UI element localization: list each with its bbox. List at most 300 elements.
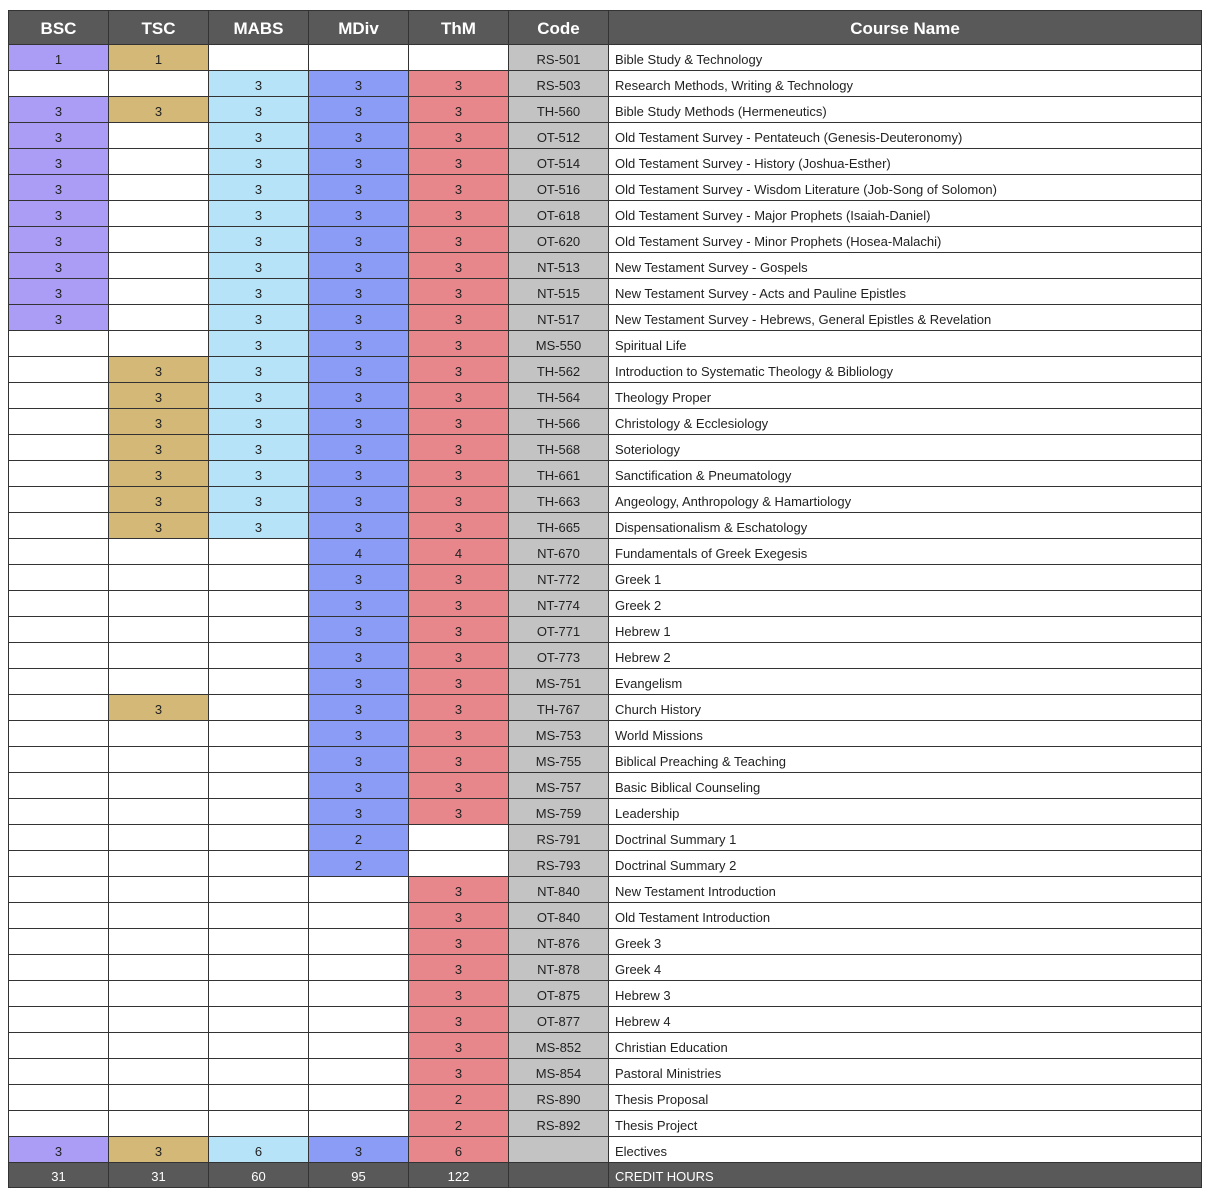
course-code-cell: MS-550 — [509, 331, 609, 357]
course-name-cell: Electives — [609, 1137, 1202, 1163]
mabs-credit-cell — [209, 1111, 309, 1137]
course-code-cell: NT-876 — [509, 929, 609, 955]
thm-credit-cell: 3 — [409, 201, 509, 227]
mdiv-credit-cell: 3 — [309, 565, 409, 591]
mabs-credit-cell — [209, 1085, 309, 1111]
mdiv-credit-cell: 3 — [309, 357, 409, 383]
tsc-credit-cell — [109, 175, 209, 201]
mabs-credit-cell — [209, 851, 309, 877]
table-row — [9, 513, 1202, 539]
mdiv-credit-cell: 3 — [309, 227, 409, 253]
mabs-credit-cell: 3 — [209, 97, 309, 123]
mabs-credit-cell — [209, 1033, 309, 1059]
thm-credit-cell: 3 — [409, 747, 509, 773]
bsc-credit-cell — [9, 929, 109, 955]
mdiv-credit-cell: 3 — [309, 461, 409, 487]
mabs-credit-cell: 3 — [209, 279, 309, 305]
bsc-credit-cell — [9, 669, 109, 695]
thm-credit-cell: 3 — [409, 955, 509, 981]
course-name-cell: Dispensationalism & Eschatology — [609, 513, 1202, 539]
mdiv-credit-cell: 3 — [309, 97, 409, 123]
mabs-credit-cell: 3 — [209, 253, 309, 279]
tsc-credit-cell — [109, 851, 209, 877]
bsc-credit-cell — [9, 695, 109, 721]
course-name-cell: Research Methods, Writing & Technology — [609, 71, 1202, 97]
table-header — [9, 11, 1202, 45]
table-row — [9, 435, 1202, 461]
course-name-cell: Hebrew 4 — [609, 1007, 1202, 1033]
total-bsc: 31 — [9, 1163, 109, 1188]
course-code-cell: RS-791 — [509, 825, 609, 851]
mabs-credit-cell — [209, 643, 309, 669]
thm-credit-cell: 3 — [409, 409, 509, 435]
course-code-cell: OT-771 — [509, 617, 609, 643]
degree-requirements-table-container — [8, 10, 1202, 1188]
mdiv-credit-cell: 3 — [309, 435, 409, 461]
course-code-cell: MS-753 — [509, 721, 609, 747]
course-code-cell: NT-670 — [509, 539, 609, 565]
mdiv-credit-cell: 3 — [309, 71, 409, 97]
mabs-credit-cell: 3 — [209, 357, 309, 383]
mdiv-credit-cell — [309, 1033, 409, 1059]
course-name-cell: Old Testament Survey - Major Prophets (Isaiah-Daniel) — [609, 201, 1202, 227]
bsc-credit-cell — [9, 1007, 109, 1033]
table-row — [9, 149, 1202, 175]
mdiv-credit-cell: 3 — [309, 305, 409, 331]
tsc-credit-cell: 3 — [109, 97, 209, 123]
course-name-cell: Doctrinal Summary 2 — [609, 851, 1202, 877]
bsc-credit-cell — [9, 1059, 109, 1085]
course-name-cell: Bible Study Methods (Hermeneutics) — [609, 97, 1202, 123]
thm-credit-cell: 3 — [409, 721, 509, 747]
thm-credit-cell: 3 — [409, 565, 509, 591]
course-code-cell: TH-767 — [509, 695, 609, 721]
tsc-credit-cell — [109, 1033, 209, 1059]
bsc-credit-cell: 1 — [9, 45, 109, 71]
mdiv-credit-cell — [309, 903, 409, 929]
bsc-credit-cell — [9, 1085, 109, 1111]
course-name-cell: New Testament Introduction — [609, 877, 1202, 903]
mdiv-credit-cell — [309, 45, 409, 71]
bsc-credit-cell — [9, 435, 109, 461]
course-name-cell: Thesis Project — [609, 1111, 1202, 1137]
table-row — [9, 1111, 1202, 1137]
bsc-credit-cell — [9, 71, 109, 97]
course-code-cell: OT-875 — [509, 981, 609, 1007]
mdiv-credit-cell: 3 — [309, 695, 409, 721]
mabs-credit-cell: 3 — [209, 149, 309, 175]
degree-requirements-table — [8, 10, 1202, 1188]
tsc-credit-cell — [109, 903, 209, 929]
bsc-credit-cell — [9, 383, 109, 409]
thm-credit-cell: 3 — [409, 305, 509, 331]
course-name-cell: Church History — [609, 695, 1202, 721]
course-code-cell: NT-878 — [509, 955, 609, 981]
course-code-cell: MS-757 — [509, 773, 609, 799]
table-row — [9, 565, 1202, 591]
course-name-cell: Evangelism — [609, 669, 1202, 695]
thm-credit-cell: 3 — [409, 773, 509, 799]
header-mdiv: MDiv — [309, 11, 409, 45]
bsc-credit-cell — [9, 851, 109, 877]
mdiv-credit-cell: 2 — [309, 825, 409, 851]
mabs-credit-cell: 3 — [209, 461, 309, 487]
table-footer — [9, 1163, 1202, 1188]
mdiv-credit-cell: 3 — [309, 669, 409, 695]
course-name-cell: Angeology, Anthropology & Hamartiology — [609, 487, 1202, 513]
bsc-credit-cell — [9, 1111, 109, 1137]
course-code-cell: OT-514 — [509, 149, 609, 175]
header-course-name: Course Name — [609, 11, 1202, 45]
course-name-cell: Christology & Ecclesiology — [609, 409, 1202, 435]
thm-credit-cell: 3 — [409, 487, 509, 513]
bsc-credit-cell — [9, 487, 109, 513]
bsc-credit-cell — [9, 877, 109, 903]
thm-credit-cell: 3 — [409, 1033, 509, 1059]
course-code-cell: TH-568 — [509, 435, 609, 461]
course-code-cell: OT-773 — [509, 643, 609, 669]
course-code-cell: RS-890 — [509, 1085, 609, 1111]
tsc-credit-cell — [109, 877, 209, 903]
course-code-cell — [509, 1137, 609, 1163]
tsc-credit-cell: 3 — [109, 461, 209, 487]
table-row — [9, 799, 1202, 825]
bsc-credit-cell — [9, 617, 109, 643]
bsc-credit-cell — [9, 773, 109, 799]
bsc-credit-cell — [9, 331, 109, 357]
thm-credit-cell: 3 — [409, 513, 509, 539]
course-name-cell: Hebrew 3 — [609, 981, 1202, 1007]
thm-credit-cell: 3 — [409, 669, 509, 695]
tsc-credit-cell — [109, 1007, 209, 1033]
bsc-credit-cell — [9, 955, 109, 981]
course-code-cell: MS-852 — [509, 1033, 609, 1059]
bsc-credit-cell — [9, 799, 109, 825]
thm-credit-cell: 3 — [409, 981, 509, 1007]
course-code-cell: OT-516 — [509, 175, 609, 201]
table-row — [9, 591, 1202, 617]
bsc-credit-cell — [9, 747, 109, 773]
mabs-credit-cell: 3 — [209, 201, 309, 227]
tsc-credit-cell — [109, 747, 209, 773]
mabs-credit-cell — [209, 981, 309, 1007]
table-row — [9, 1085, 1202, 1111]
table-row — [9, 721, 1202, 747]
mdiv-credit-cell: 3 — [309, 331, 409, 357]
header-tsc: TSC — [109, 11, 209, 45]
thm-credit-cell: 3 — [409, 643, 509, 669]
course-code-cell: NT-517 — [509, 305, 609, 331]
tsc-credit-cell — [109, 721, 209, 747]
course-name-cell: Biblical Preaching & Teaching — [609, 747, 1202, 773]
thm-credit-cell: 3 — [409, 97, 509, 123]
thm-credit-cell: 3 — [409, 799, 509, 825]
course-name-cell: Fundamentals of Greek Exegesis — [609, 539, 1202, 565]
thm-credit-cell: 2 — [409, 1111, 509, 1137]
mabs-credit-cell — [209, 773, 309, 799]
tsc-credit-cell — [109, 1059, 209, 1085]
header-bsc: BSC — [9, 11, 109, 45]
course-name-cell: Sanctification & Pneumatology — [609, 461, 1202, 487]
table-row — [9, 669, 1202, 695]
course-name-cell: Christian Education — [609, 1033, 1202, 1059]
tsc-credit-cell — [109, 825, 209, 851]
course-code-cell: MS-759 — [509, 799, 609, 825]
mdiv-credit-cell: 3 — [309, 279, 409, 305]
course-name-cell: Soteriology — [609, 435, 1202, 461]
bsc-credit-cell — [9, 461, 109, 487]
table-row — [9, 123, 1202, 149]
table-row — [9, 331, 1202, 357]
table-row — [9, 409, 1202, 435]
mabs-credit-cell: 3 — [209, 175, 309, 201]
mdiv-credit-cell: 3 — [309, 383, 409, 409]
table-row — [9, 695, 1202, 721]
bsc-credit-cell: 3 — [9, 253, 109, 279]
tsc-credit-cell — [109, 71, 209, 97]
mdiv-credit-cell: 3 — [309, 643, 409, 669]
bsc-credit-cell: 3 — [9, 1137, 109, 1163]
thm-credit-cell: 3 — [409, 1007, 509, 1033]
bsc-credit-cell — [9, 825, 109, 851]
course-code-cell: TH-661 — [509, 461, 609, 487]
course-code-cell: NT-774 — [509, 591, 609, 617]
mabs-credit-cell: 3 — [209, 331, 309, 357]
course-code-cell: TH-663 — [509, 487, 609, 513]
table-row — [9, 461, 1202, 487]
thm-credit-cell: 3 — [409, 383, 509, 409]
table-row — [9, 773, 1202, 799]
mabs-credit-cell — [209, 45, 309, 71]
table-row — [9, 877, 1202, 903]
mabs-credit-cell — [209, 695, 309, 721]
mdiv-credit-cell: 3 — [309, 773, 409, 799]
table-row — [9, 305, 1202, 331]
mabs-credit-cell — [209, 591, 309, 617]
total-tsc: 31 — [109, 1163, 209, 1188]
mdiv-credit-cell: 3 — [309, 149, 409, 175]
course-code-cell: NT-513 — [509, 253, 609, 279]
mdiv-credit-cell: 3 — [309, 175, 409, 201]
mabs-credit-cell — [209, 747, 309, 773]
tsc-credit-cell — [109, 591, 209, 617]
table-row — [9, 617, 1202, 643]
bsc-credit-cell — [9, 721, 109, 747]
course-code-cell: RS-793 — [509, 851, 609, 877]
mabs-credit-cell — [209, 799, 309, 825]
header-code: Code — [509, 11, 609, 45]
thm-credit-cell: 3 — [409, 929, 509, 955]
mabs-credit-cell — [209, 955, 309, 981]
tsc-credit-cell — [109, 799, 209, 825]
tsc-credit-cell — [109, 1085, 209, 1111]
course-name-cell: New Testament Survey - Hebrews, General Epistles & Revelation — [609, 305, 1202, 331]
bsc-credit-cell: 3 — [9, 97, 109, 123]
course-code-cell: RS-503 — [509, 71, 609, 97]
bsc-credit-cell — [9, 1033, 109, 1059]
bsc-credit-cell — [9, 357, 109, 383]
course-name-cell: Basic Biblical Counseling — [609, 773, 1202, 799]
mabs-credit-cell: 6 — [209, 1137, 309, 1163]
tsc-credit-cell — [109, 123, 209, 149]
thm-credit-cell: 3 — [409, 253, 509, 279]
table-row — [9, 383, 1202, 409]
table-row — [9, 97, 1202, 123]
thm-credit-cell: 3 — [409, 279, 509, 305]
tsc-credit-cell — [109, 331, 209, 357]
table-row — [9, 201, 1202, 227]
bsc-credit-cell — [9, 981, 109, 1007]
mabs-credit-cell: 3 — [209, 305, 309, 331]
total-mabs: 60 — [209, 1163, 309, 1188]
table-row — [9, 45, 1202, 71]
course-code-cell: RS-892 — [509, 1111, 609, 1137]
course-name-cell: Pastoral Ministries — [609, 1059, 1202, 1085]
tsc-credit-cell — [109, 669, 209, 695]
thm-credit-cell: 3 — [409, 695, 509, 721]
bsc-credit-cell: 3 — [9, 305, 109, 331]
tsc-credit-cell — [109, 617, 209, 643]
tsc-credit-cell — [109, 227, 209, 253]
header-thm: ThM — [409, 11, 509, 45]
total-thm: 122 — [409, 1163, 509, 1188]
mdiv-credit-cell — [309, 1007, 409, 1033]
course-name-cell: Old Testament Survey - Pentateuch (Genesis-Deuteronomy) — [609, 123, 1202, 149]
total-label: CREDIT HOURS — [609, 1163, 1202, 1188]
mdiv-credit-cell: 3 — [309, 591, 409, 617]
table-row — [9, 1137, 1202, 1163]
table-row — [9, 279, 1202, 305]
tsc-credit-cell: 1 — [109, 45, 209, 71]
course-name-cell: Greek 4 — [609, 955, 1202, 981]
thm-credit-cell: 3 — [409, 435, 509, 461]
mabs-credit-cell — [209, 669, 309, 695]
course-code-cell: OT-620 — [509, 227, 609, 253]
course-code-cell: OT-618 — [509, 201, 609, 227]
course-name-cell: World Missions — [609, 721, 1202, 747]
thm-credit-cell: 3 — [409, 71, 509, 97]
course-code-cell: TH-566 — [509, 409, 609, 435]
mabs-credit-cell: 3 — [209, 513, 309, 539]
mdiv-credit-cell — [309, 981, 409, 1007]
thm-credit-cell: 3 — [409, 227, 509, 253]
tsc-credit-cell: 3 — [109, 409, 209, 435]
course-name-cell: Leadership — [609, 799, 1202, 825]
bsc-credit-cell: 3 — [9, 279, 109, 305]
mdiv-credit-cell: 3 — [309, 747, 409, 773]
course-code-cell: OT-877 — [509, 1007, 609, 1033]
course-code-cell: TH-665 — [509, 513, 609, 539]
table-row — [9, 1007, 1202, 1033]
mdiv-credit-cell: 3 — [309, 409, 409, 435]
mdiv-credit-cell — [309, 1059, 409, 1085]
course-name-cell: New Testament Survey - Gospels — [609, 253, 1202, 279]
mdiv-credit-cell — [309, 1111, 409, 1137]
mabs-credit-cell — [209, 825, 309, 851]
tsc-credit-cell — [109, 773, 209, 799]
mdiv-credit-cell: 3 — [309, 1137, 409, 1163]
table-row — [9, 851, 1202, 877]
course-name-cell: Old Testament Survey - Wisdom Literature (Job-Song of Solomon) — [609, 175, 1202, 201]
bsc-credit-cell: 3 — [9, 175, 109, 201]
course-name-cell: New Testament Survey - Acts and Pauline Epistles — [609, 279, 1202, 305]
thm-credit-cell: 3 — [409, 877, 509, 903]
tsc-credit-cell: 3 — [109, 1137, 209, 1163]
mdiv-credit-cell: 3 — [309, 201, 409, 227]
course-name-cell: Greek 1 — [609, 565, 1202, 591]
mdiv-credit-cell — [309, 955, 409, 981]
table-row — [9, 71, 1202, 97]
mabs-credit-cell: 3 — [209, 435, 309, 461]
tsc-credit-cell — [109, 955, 209, 981]
mabs-credit-cell: 3 — [209, 383, 309, 409]
table-row — [9, 825, 1202, 851]
course-code-cell: RS-501 — [509, 45, 609, 71]
course-code-cell: OT-512 — [509, 123, 609, 149]
mabs-credit-cell: 3 — [209, 409, 309, 435]
table-row — [9, 643, 1202, 669]
mabs-credit-cell: 3 — [209, 487, 309, 513]
thm-credit-cell: 4 — [409, 539, 509, 565]
course-name-cell: Old Testament Introduction — [609, 903, 1202, 929]
tsc-credit-cell: 3 — [109, 513, 209, 539]
mdiv-credit-cell: 3 — [309, 513, 409, 539]
tsc-credit-cell: 3 — [109, 383, 209, 409]
course-name-cell: Theology Proper — [609, 383, 1202, 409]
thm-credit-cell: 2 — [409, 1085, 509, 1111]
mabs-credit-cell: 3 — [209, 123, 309, 149]
mabs-credit-cell — [209, 929, 309, 955]
total-code — [509, 1163, 609, 1188]
total-mdiv: 95 — [309, 1163, 409, 1188]
course-name-cell: Bible Study & Technology — [609, 45, 1202, 71]
mabs-credit-cell — [209, 539, 309, 565]
course-code-cell: MS-751 — [509, 669, 609, 695]
bsc-credit-cell — [9, 513, 109, 539]
course-name-cell: Greek 2 — [609, 591, 1202, 617]
thm-credit-cell: 3 — [409, 617, 509, 643]
thm-credit-cell — [409, 851, 509, 877]
course-name-cell: Introduction to Systematic Theology & Bibliology — [609, 357, 1202, 383]
bsc-credit-cell: 3 — [9, 227, 109, 253]
mdiv-credit-cell: 2 — [309, 851, 409, 877]
mabs-credit-cell — [209, 565, 309, 591]
bsc-credit-cell: 3 — [9, 149, 109, 175]
bsc-credit-cell — [9, 903, 109, 929]
table-row — [9, 227, 1202, 253]
course-code-cell: OT-840 — [509, 903, 609, 929]
table-row — [9, 1059, 1202, 1085]
tsc-credit-cell: 3 — [109, 435, 209, 461]
table-row — [9, 487, 1202, 513]
course-code-cell: MS-755 — [509, 747, 609, 773]
course-name-cell: Old Testament Survey - Minor Prophets (Hosea-Malachi) — [609, 227, 1202, 253]
tsc-credit-cell — [109, 279, 209, 305]
course-code-cell: NT-515 — [509, 279, 609, 305]
mdiv-credit-cell: 3 — [309, 799, 409, 825]
bsc-credit-cell — [9, 591, 109, 617]
course-code-cell: MS-854 — [509, 1059, 609, 1085]
tsc-credit-cell: 3 — [109, 357, 209, 383]
course-name-cell: Doctrinal Summary 1 — [609, 825, 1202, 851]
thm-credit-cell: 3 — [409, 903, 509, 929]
course-code-cell: TH-564 — [509, 383, 609, 409]
mdiv-credit-cell: 3 — [309, 617, 409, 643]
mabs-credit-cell — [209, 903, 309, 929]
bsc-credit-cell: 3 — [9, 201, 109, 227]
table-row — [9, 955, 1202, 981]
table-row — [9, 539, 1202, 565]
